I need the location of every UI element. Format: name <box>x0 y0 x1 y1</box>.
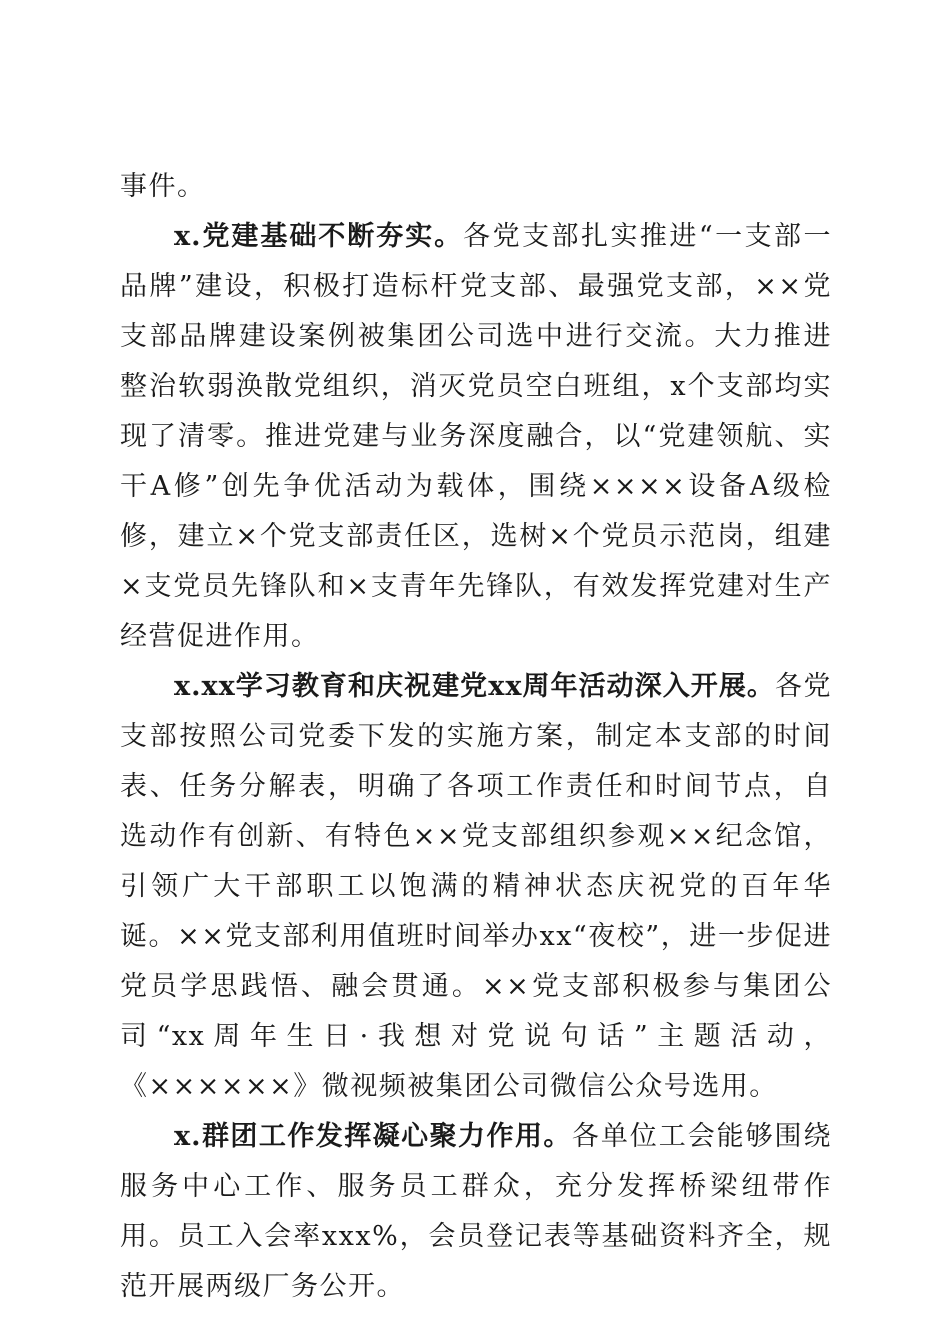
paragraph-mass-organization <box>120 1112 832 1312</box>
document-body <box>120 162 832 1312</box>
paragraph-body: 各单位工会能够围绕服务中心工作、服务员工群众，充分发挥桥梁纽带作用。员工入会率xxx%，会员登记表等基础资料齐全，规范开展两级厂务公开。 <box>120 1121 833 1302</box>
lead-paragraph: 事件。 <box>120 171 206 202</box>
paragraph-heading: x.党建基础不断夯实。 <box>174 221 464 252</box>
paragraph-party-foundation <box>120 212 832 662</box>
paragraph-heading: x.xx学习教育和庆祝建党xx周年活动深入开展。 <box>174 671 775 702</box>
paragraph-body: 各党支部按照公司党委下发的实施方案，制定本支部的时间表、任务分解表，明确了各项工作责任和时间节点，自选动作有创新、有特色××党支部组织参观××纪念馆，引领广大干部职工以饱满的精神状态庆祝党的百年华诞。××党支部利用值班时间举办xx“夜校”，进一步促进党员学思践悟、融会贯通。××党支部积极参与集团公司“xx周年生日·我想对党说句话”主题活动，《××××××》微视频被集团公司微信公众号选用。 <box>120 671 833 1102</box>
paragraph-study-celebration <box>120 662 832 1112</box>
paragraph-body: 各党支部扎实推进“一支部一品牌”建设，积极打造标杆党支部、最强党支部，××党支部品牌建设案例被集团公司选中进行交流。大力推进整治软弱涣散党组织，消灭党员空白班组，x个支部均实现了清零。推进党建与业务深度融合，以“党建领航、实干A修”创先争优活动为载体，围绕××××设备A级检修，建立×个党支部责任区，选树×个党员示范岗，组建×支党员先锋队和×支青年先锋队，有效发挥党建对生产经营促进作用。 <box>120 221 833 652</box>
paragraph-heading: x.群团工作发挥凝心聚力作用。 <box>174 1121 572 1152</box>
